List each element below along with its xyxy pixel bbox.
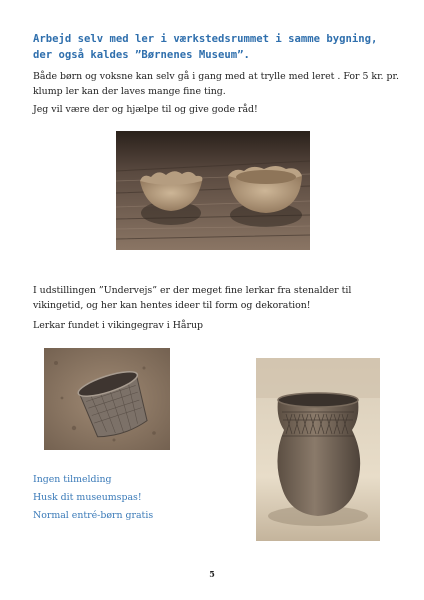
help-paragraph: Jeg vil være der og hjælpe til og give gode råd! bbox=[33, 104, 258, 115]
page-number: 5 bbox=[209, 569, 215, 579]
excavated-pot-photo bbox=[44, 348, 170, 450]
grave-caption: Lerkar fundet i vikingegrav i Hårup bbox=[33, 320, 203, 331]
info-museum-pass: Husk dit museumspas! bbox=[33, 492, 142, 503]
heading-line-1: Arbejd selv med ler i værkstedsrummet i samme bygning, bbox=[33, 33, 378, 45]
exhibition-paragraph: I udstillingen ”Undervejs” er der meget fine lerkar fra stenalder til vikingetid, og her kan hentes ideer til form og dekoration! bbox=[33, 285, 352, 311]
clay-bowls-photo bbox=[116, 131, 310, 250]
info-entry-price: Normal entré-børn gratis bbox=[33, 510, 154, 521]
page-heading bbox=[33, 31, 393, 63]
heading-line-2: der også kaldes ”Børnenes Museum”. bbox=[33, 49, 250, 61]
decorated-pot-photo bbox=[256, 358, 380, 541]
intro-paragraph: Både børn og voksne kan selv gå i gang med at trylle med leret . For 5 kr. pr. klump ler kan der laves mange fine ting. bbox=[33, 71, 399, 97]
info-no-registration: Ingen tilmelding bbox=[33, 474, 112, 485]
